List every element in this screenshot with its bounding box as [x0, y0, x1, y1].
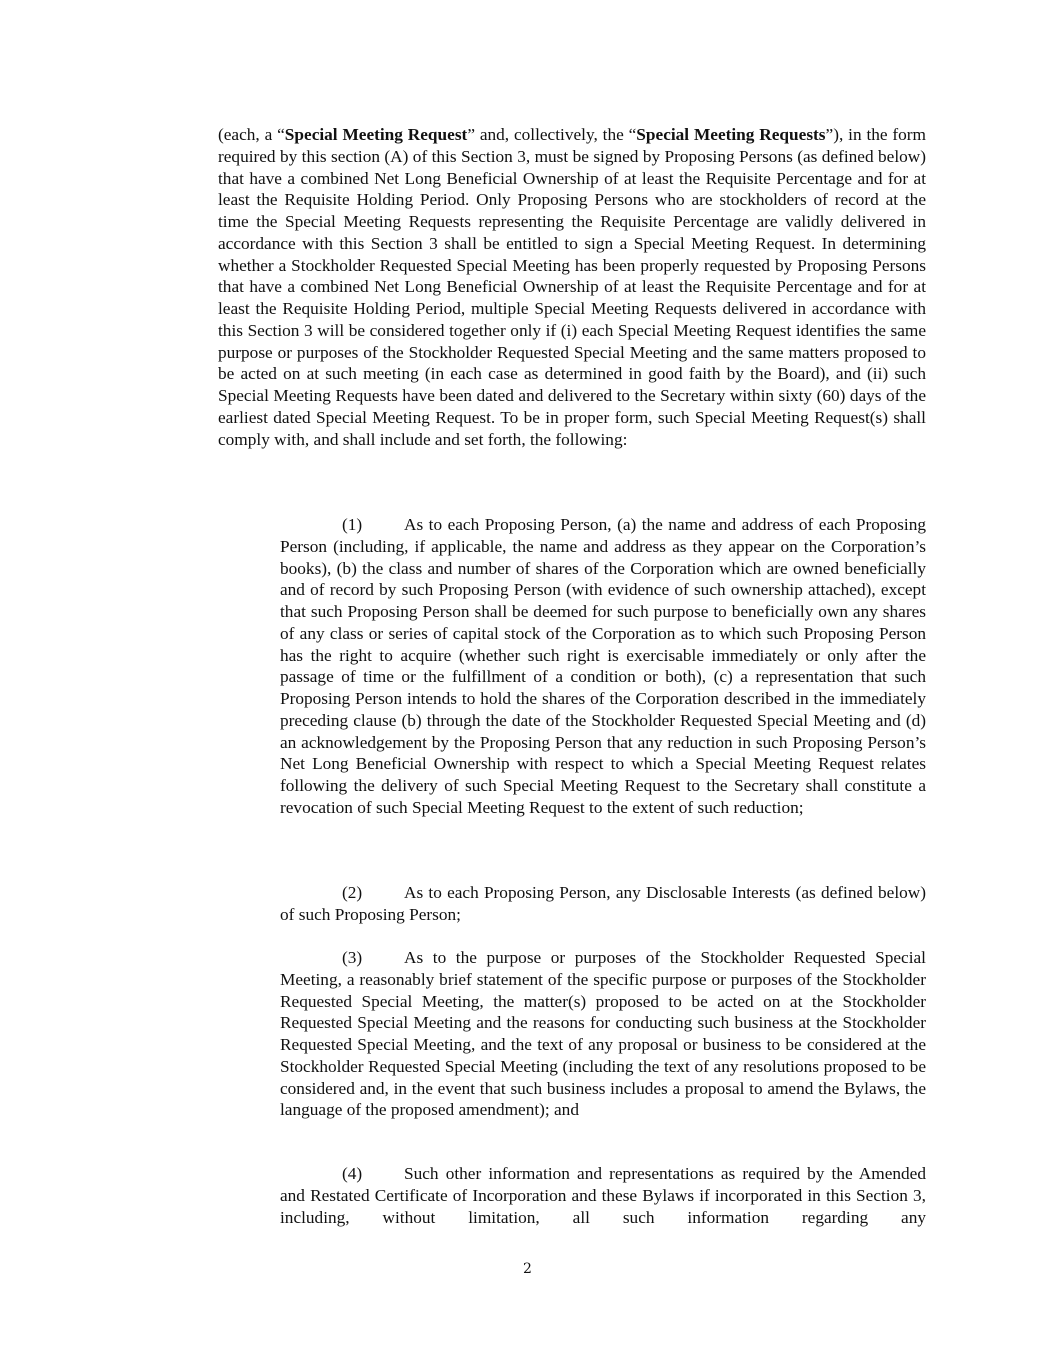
- list-item-text: As to each Proposing Person, (a) the name and address of each Proposing Person (including, if applicable, the name and address as they appear on the Corporation’s books), (b) the class and number of shares of the Corporation which are owned beneficially and of record by such Proposing Person (with evidence of such ownership attached), except that such Proposing Person shall be deemed for such purpose to beneficially own any shares of any class or series of capital stock of the Corporation as to which such Proposing Person has the right to acquire (whether such right is exercisable immediately or only after the passage of time or the fulfillment of a condition or both), (c) a representation that such Proposing Person intends to hold the shares of the Corporation described in the immediately preceding clause (b) through the date of the Stockholder Requested Special Meeting and (d) an acknowledgement by the Proposing Person that any reduction in such Proposing Person’s Net Long Beneficial Ownership with respect to which a Special Meeting Request relates following the delivery of such Special Meeting Request to the Secretary shall constitute a revocation of such Special Meeting Request to the extent of such reduction;: [280, 515, 926, 817]
- intro-paragraph: [218, 124, 926, 450]
- defined-term-special-meeting-request: Special Meeting Request: [284, 125, 468, 144]
- list-item-1: [280, 514, 926, 819]
- defined-term-special-meeting-requests: Special Meeting Requests: [636, 125, 826, 144]
- list-item-number: (3): [342, 948, 363, 967]
- list-item-3: [280, 947, 926, 1121]
- intro-text-2: ” and, collectively, the “: [467, 125, 637, 144]
- list-item-2: [280, 882, 926, 926]
- list-item-text: Such other information and representations as required by the Amended and Restated Certificate of Incorporation and these Bylaws if incorporated in this Section 3, including, without limitation, all such information regarding any: [280, 1164, 926, 1227]
- list-item-number: (2): [342, 883, 363, 902]
- list-item-number: (4): [342, 1164, 363, 1183]
- list-item-text: As to each Proposing Person, any Disclosable Interests (as defined below) of such Proposing Person;: [280, 883, 926, 924]
- intro-text-3: ”), in the form required by this section (A) of this Section 3, must be signed by Proposing Persons (as defined below) that have a combined Net Long Beneficial Ownership of at least the Requisite Percentage and for at least the Requisite Holding Period. Only Proposing Persons who are stockholders of record at the time the Special Meeting Requests representing the Requisite Percentage are validly delivered in accordance with this Section 3 shall be entitled to sign a Special Meeting Request. In determining whether a Stockholder Requested Special Meeting has been properly requested by Proposing Persons that have a combined Net Long Beneficial Ownership of at least the Requisite Percentage and for at least the Requisite Holding Period, multiple Special Meeting Requests delivered in accordance with this Section 3 will be considered together only if (i) each Special Meeting Request identifies the same purpose or purposes of the Stockholder Requested Special Meeting and the same matters proposed to be acted on at such meeting (in each case as determined in good faith by the Board), and (ii) such Special Meeting Requests have been dated and delivered to the Secretary within sixty (60) days of the earliest dated Special Meeting Request. To be in proper form, such Special Meeting Request(s) shall comply with, and shall include and set forth, the following:: [218, 125, 927, 449]
- intro-text-1: (each, a “: [218, 125, 285, 144]
- list-item-text: As to the purpose or purposes of the Stockholder Requested Special Meeting, a reasonably brief statement of the specific purpose or purposes of the Stockholder Requested Special Meeting, the matter(s) proposed to be acted on at the Stockholder Requested Special Meeting and the reasons for conducting such business at the Stockholder Requested Special Meeting, and the text of any proposal or business to be considered at the Stockholder Requested Special Meeting (including the text of any resolutions proposed to be considered and, in the event that such business includes a proposal to amend the Bylaws, the language of the proposed amendment); and: [280, 948, 926, 1120]
- list-item-number: (1): [342, 515, 363, 534]
- page-number: 2: [523, 1261, 532, 1277]
- list-item-4: [280, 1163, 926, 1228]
